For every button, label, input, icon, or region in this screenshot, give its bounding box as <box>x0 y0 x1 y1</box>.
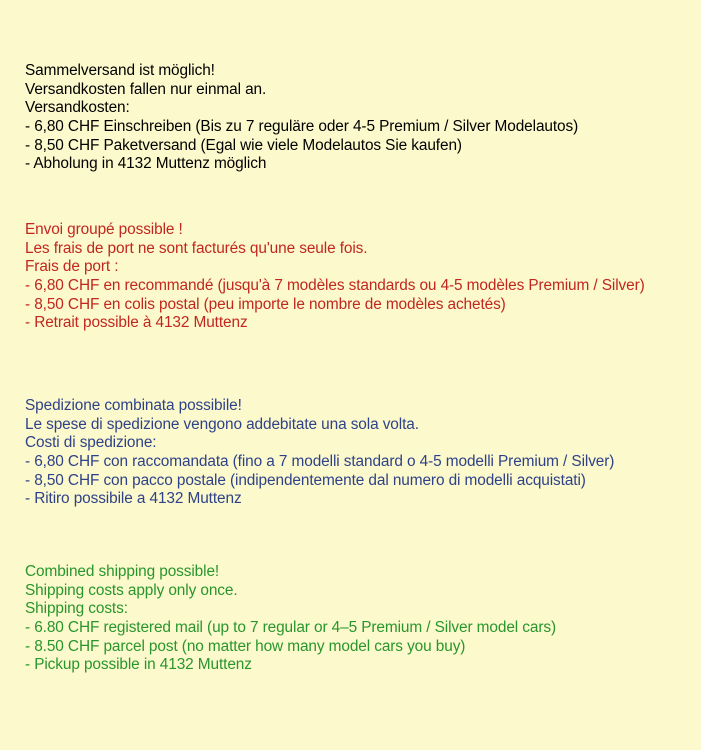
french-combined-shipping-line: Envoi groupé possible ! <box>25 221 183 238</box>
shipping-info-italian <box>25 397 693 509</box>
italian-costs-heading: Costi di spedizione: <box>25 434 157 452</box>
german-costs-once-line: Versandkosten fallen nur einmal an. <box>25 80 267 98</box>
italian-pickup-line: - Ritiro possibile a 4132 Muttenz <box>25 490 242 508</box>
german-parcel-post-line: - 8,50 CHF Paketversand (Egal wie viele Modelautos Sie kaufen) <box>25 136 462 154</box>
french-registered-mail-line: - 6,80 CHF en recommandé (jusqu'à 7 modèles standards ou 4-5 modèles Premium / Silver) <box>25 277 645 295</box>
german-pickup-line: - Abholung in 4132 Muttenz möglich <box>25 155 267 173</box>
german-registered-mail-line: - 6,80 CHF Einschreiben (Bis zu 7 reguläre oder 4-5 Premium / Silver Modelautos) <box>25 118 579 136</box>
italian-combined-shipping-line: Spedizione combinata possibile! <box>25 397 242 414</box>
shipping-info-french <box>25 221 693 333</box>
italian-costs-once-line: Le spese di spedizione vengono addebitate una sola volta. <box>25 415 419 433</box>
english-costs-once-line: Shipping costs apply only once. <box>25 581 238 599</box>
german-costs-heading: Versandkosten: <box>25 99 130 117</box>
french-costs-heading: Frais de port : <box>25 258 119 276</box>
english-costs-heading: Shipping costs: <box>25 600 128 618</box>
german-combined-shipping-line: Sammelversand ist möglich! <box>25 62 215 79</box>
italian-registered-mail-line: - 6,80 CHF con raccomandata (fino a 7 modelli standard o 4-5 modelli Premium / Silver) <box>25 453 615 471</box>
english-pickup-line: - Pickup possible in 4132 Muttenz <box>25 656 252 674</box>
shipping-info-english <box>25 563 693 675</box>
french-costs-once-line: Les frais de port ne sont facturés qu'une seule fois. <box>25 239 368 257</box>
italian-parcel-post-line: - 8,50 CHF con pacco postale (indipendentemente dal numero di modelli acquistati) <box>25 471 586 489</box>
french-pickup-line: - Retrait possible à 4132 Muttenz <box>25 314 248 332</box>
english-registered-mail-line: - 6.80 CHF registered mail (up to 7 regular or 4–5 Premium / Silver model cars) <box>25 619 556 637</box>
english-parcel-post-line: - 8.50 CHF parcel post (no matter how many model cars you buy) <box>25 637 466 655</box>
french-parcel-post-line: - 8,50 CHF en colis postal (peu importe le nombre de modèles achetés) <box>25 295 506 313</box>
shipping-info-german <box>25 62 693 174</box>
english-combined-shipping-line: Combined shipping possible! <box>25 563 220 580</box>
